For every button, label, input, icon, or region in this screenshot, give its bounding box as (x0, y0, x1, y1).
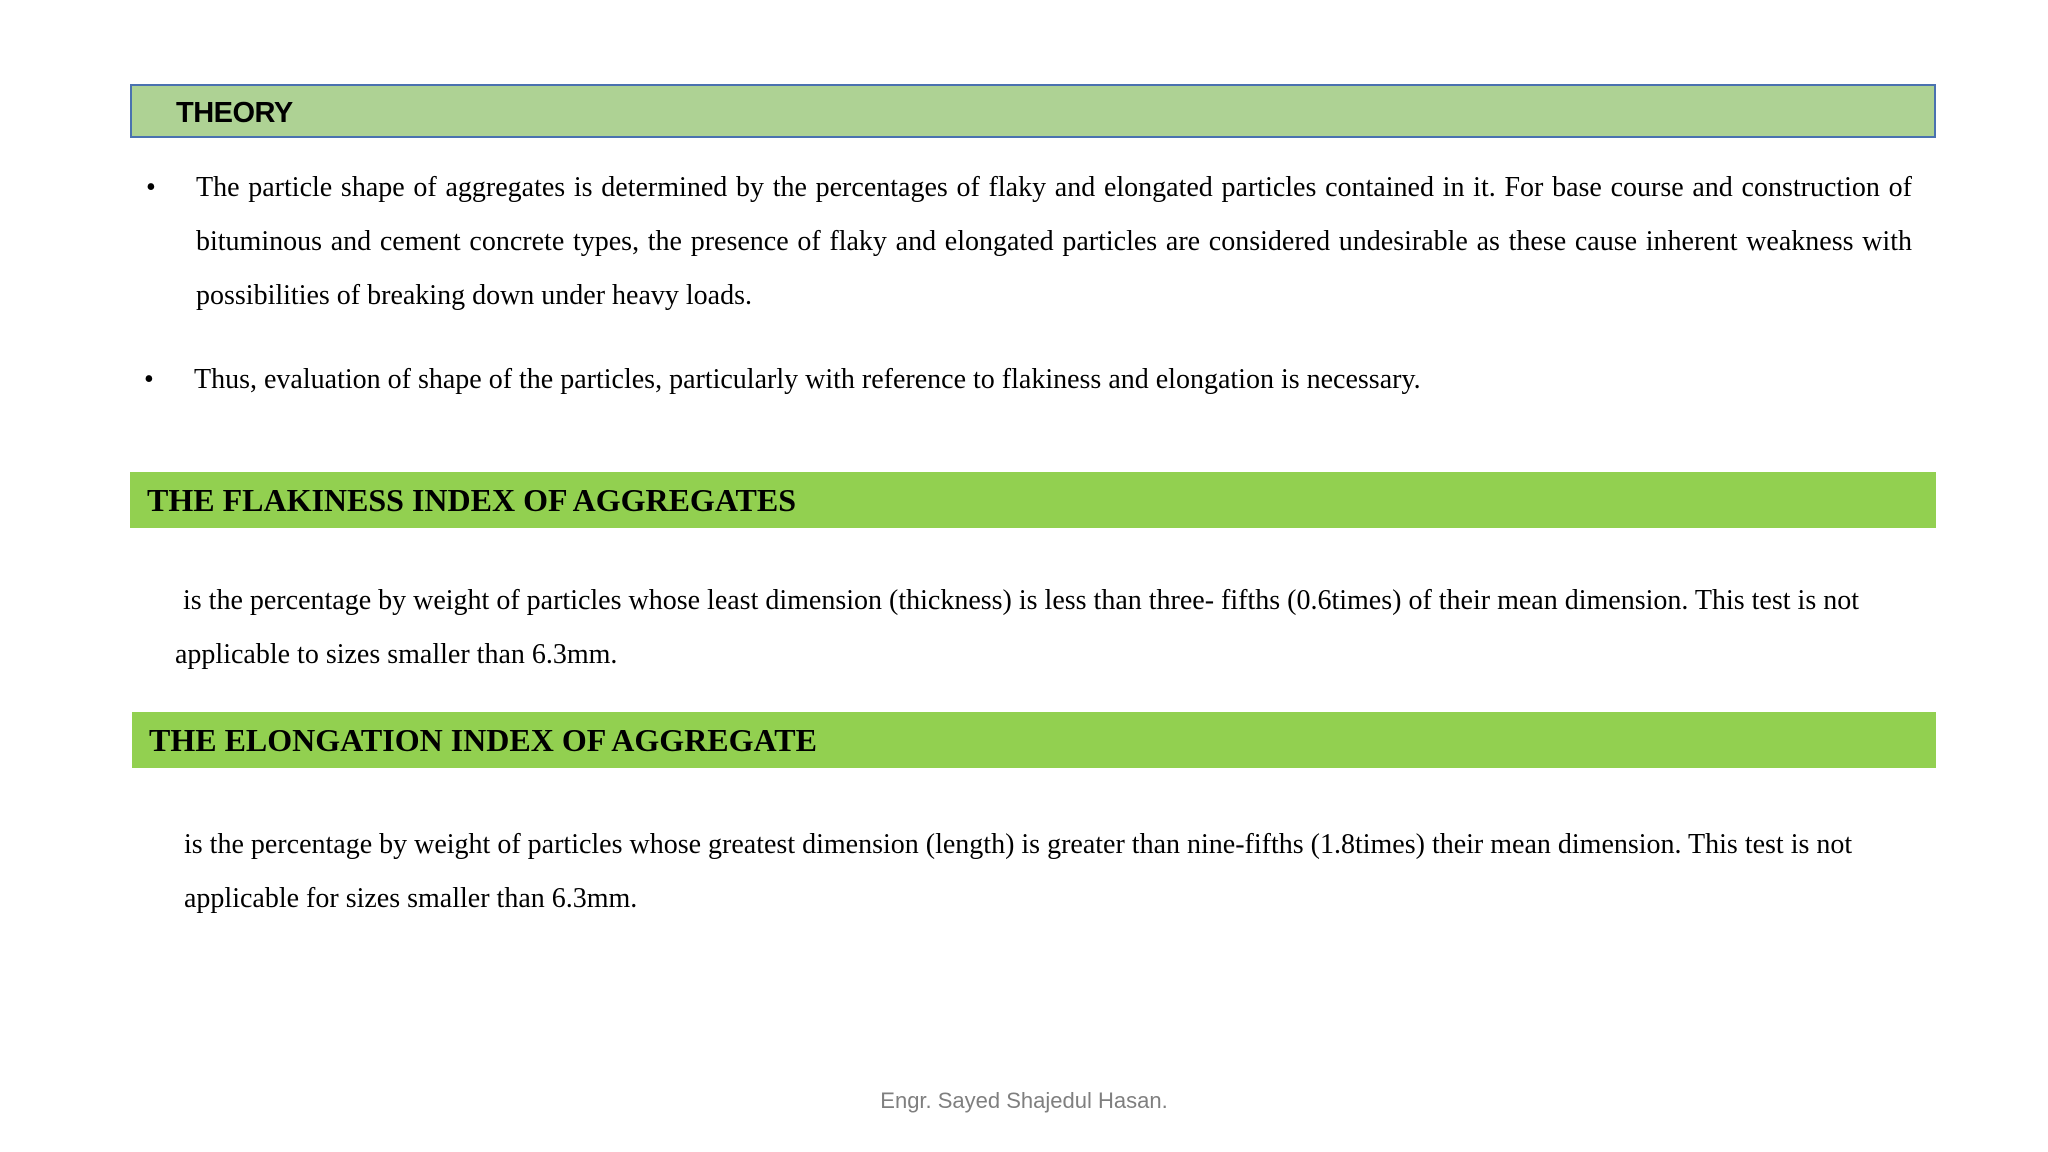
bullet-dot: • (144, 364, 154, 395)
footer-author: Engr. Sayed Shajedul Hasan. (880, 1088, 1168, 1113)
theory-bullet-2 (144, 353, 1912, 407)
flakiness-header-bar (130, 472, 1936, 528)
theory-bullet-text: Thus, evaluation of shape of the particles, particularly with reference to flakiness and elongation is necessary. (194, 364, 1421, 395)
theory-bullet-text: The particle shape of aggregates is determined by the percentages of flaky and elongated particles contained in it. For base course and construction of bituminous and cement concrete types, the presence of flaky and elongated particles are considered undesirable as these cause inherent weakness with possibilities of breaking down under heavy loads. (196, 172, 1912, 311)
theory-title: THEORY (176, 97, 293, 129)
elongation-title: THE ELONGATION INDEX OF AGGREGATE (149, 722, 817, 758)
elongation-definition: is the percentage by weight of particles whose greatest dimension (length) is greater than nine-fifths (1.8times) their mean dimension. This test is not applicable for sizes smaller than 6.3mm. (184, 829, 1853, 914)
flakiness-title: THE FLAKINESS INDEX OF AGGREGATES (147, 482, 797, 518)
elongation-header-bar (132, 712, 1936, 768)
theory-header-bar (130, 84, 1936, 138)
bullet-dot: • (146, 172, 156, 203)
theory-bullet-1 (146, 161, 1912, 323)
flakiness-definition: is the percentage by weight of particles whose least dimension (thickness) is less than three- fifths (0.6times) of their mean dimension. This test is not applicable to sizes smaller than 6.3mm. (175, 585, 1859, 670)
